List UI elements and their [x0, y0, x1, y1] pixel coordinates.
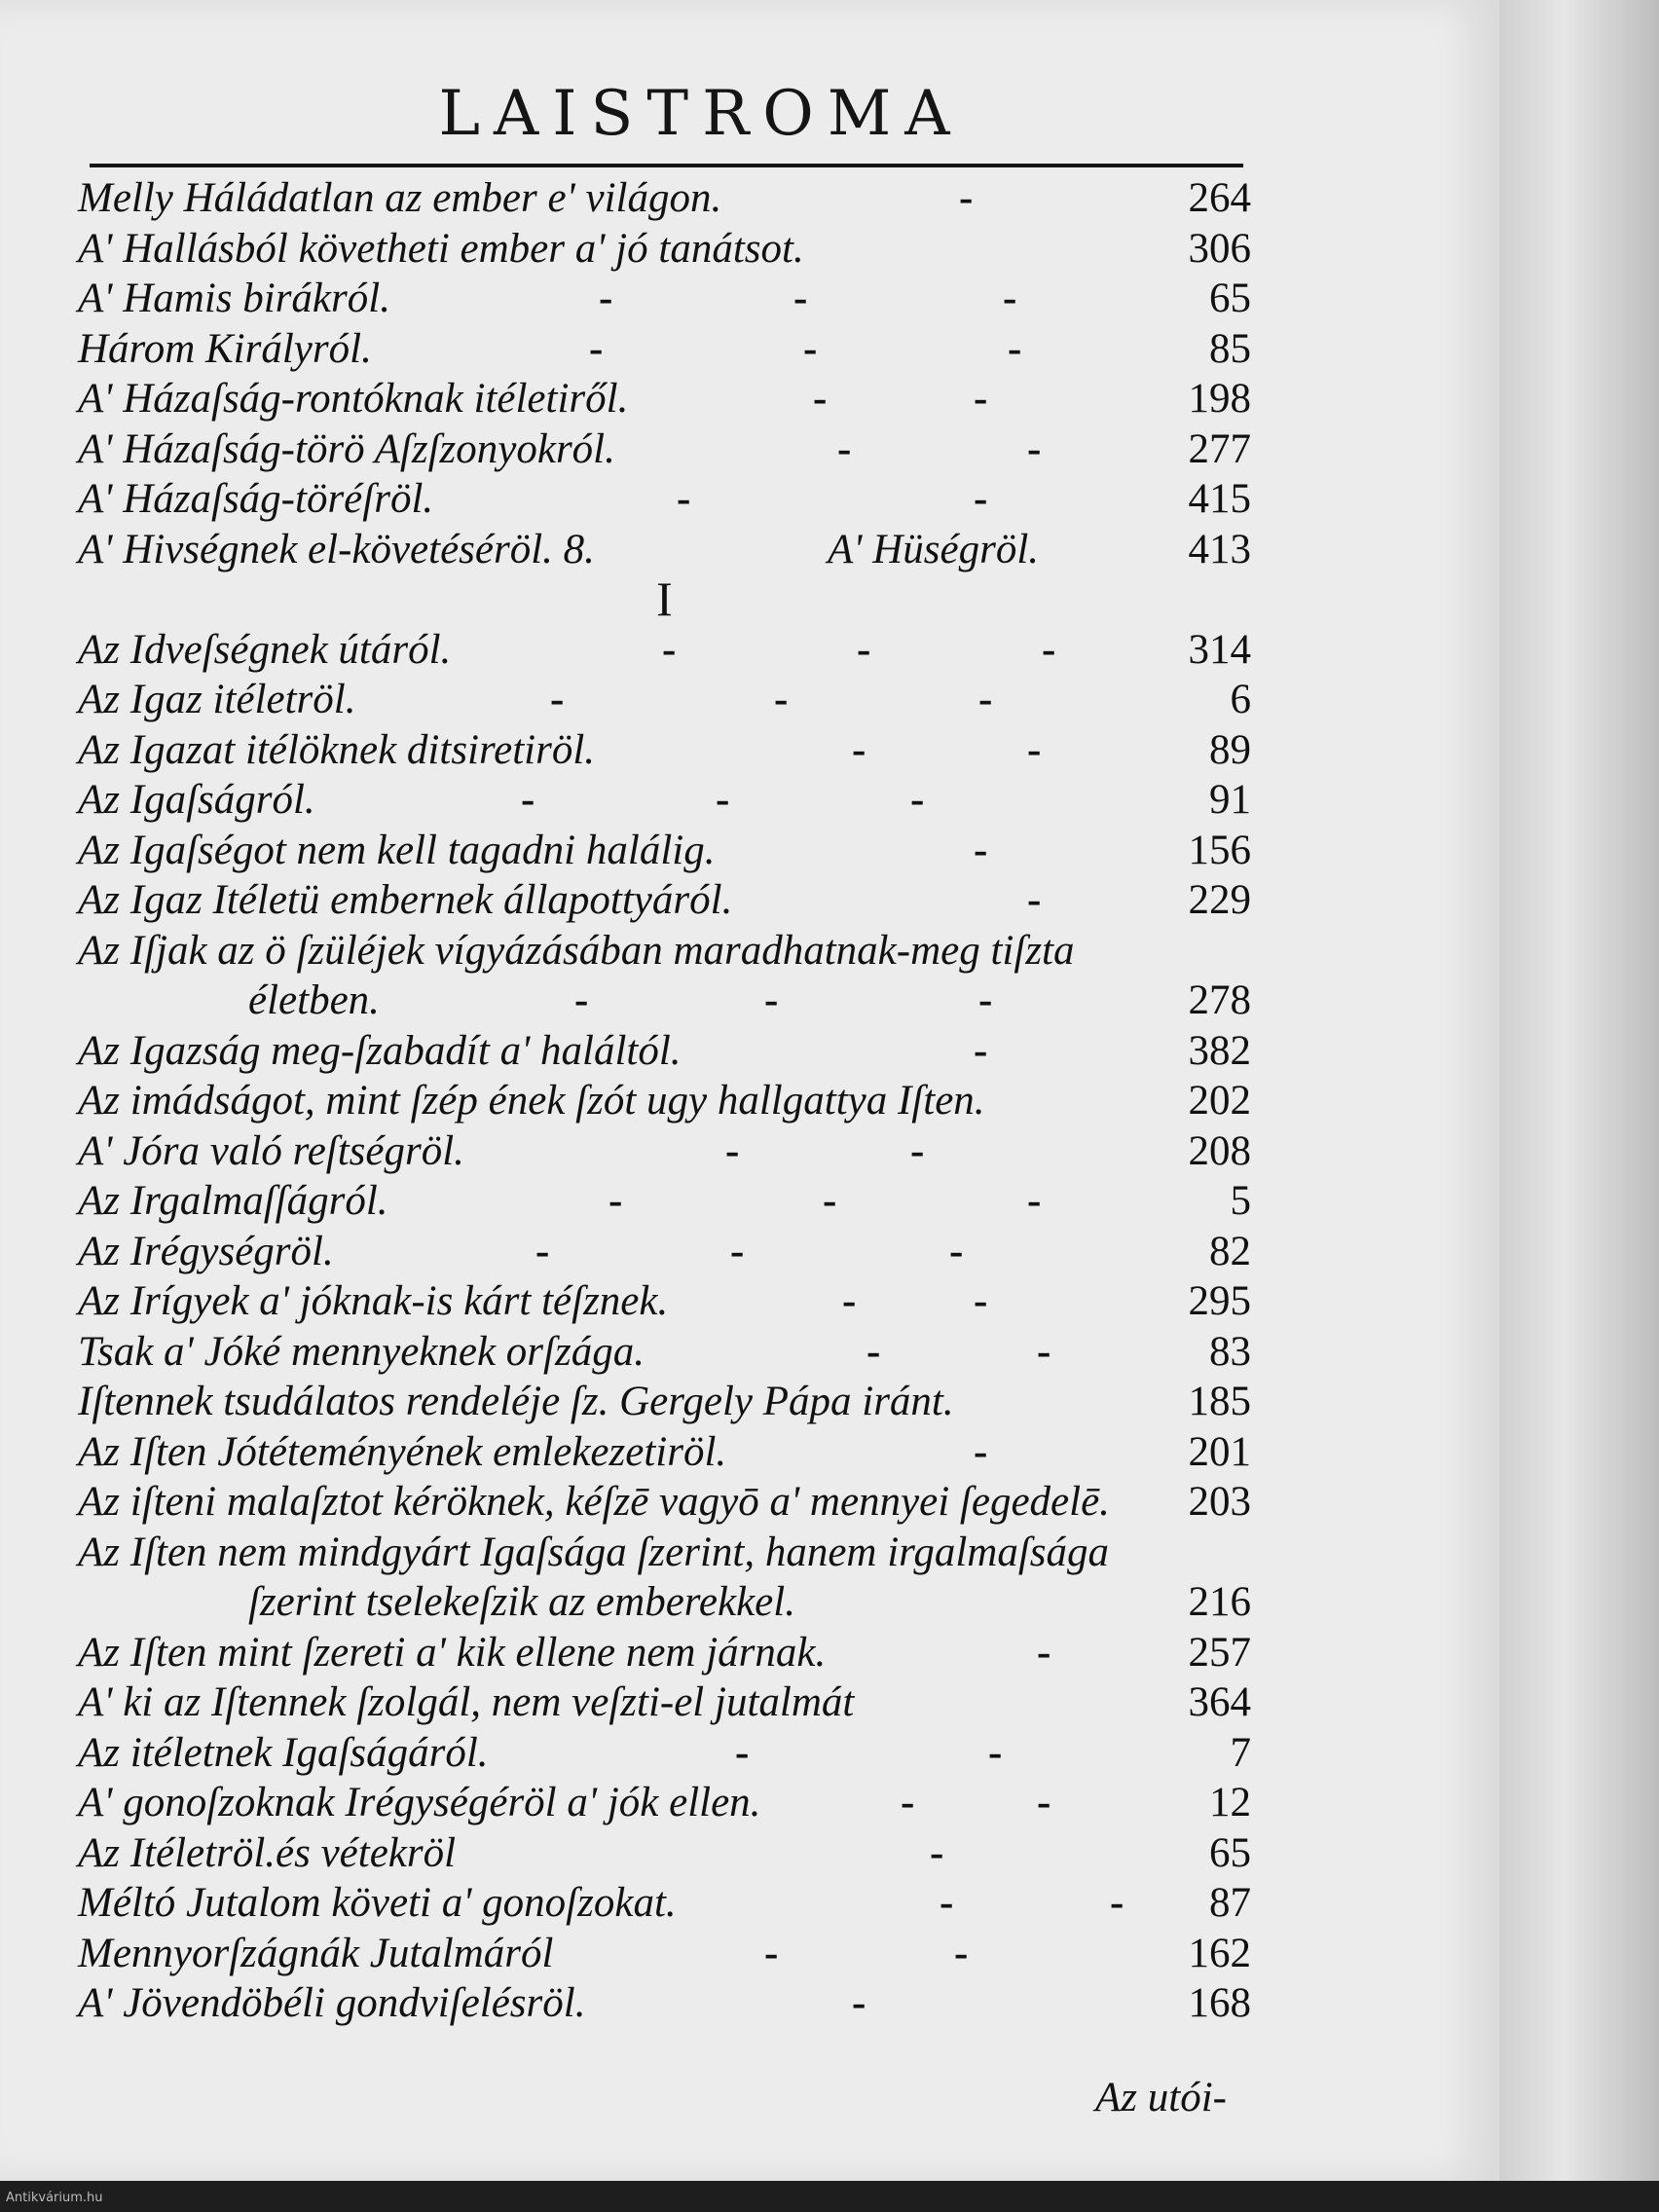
- entry-text: Az Irégységröl.: [78, 1228, 334, 1274]
- entry-page: 277: [1188, 425, 1251, 472]
- entry-text: Az Igaz itéletröl.: [78, 677, 356, 722]
- entry-page: 87: [1209, 1880, 1251, 1926]
- entry-page: 229: [1188, 877, 1251, 923]
- index-entry: [78, 1978, 1251, 2029]
- leader-dash: -: [662, 626, 677, 673]
- leader-dash: -: [677, 476, 691, 522]
- leader-dash: -: [1042, 626, 1056, 673]
- entry-page: 6: [1230, 677, 1251, 722]
- page-edge: [1499, 0, 1659, 2181]
- entry-text: Az Irígyek a' jóknak-is kárt téſznek.: [78, 1278, 669, 1324]
- entry-page: 306: [1188, 225, 1251, 272]
- index-entry: [78, 1377, 1251, 1427]
- index-entry: [78, 1677, 1251, 1728]
- entry-text: Az Idveſségnek útáról.: [78, 626, 452, 673]
- index-entry: [78, 1828, 1251, 1879]
- leader-dash: -: [550, 677, 565, 722]
- entry-text: Melly Háládatlan az ember e' világon.: [78, 175, 722, 221]
- entry-page: 91: [1209, 777, 1251, 823]
- entry-page: 85: [1209, 325, 1251, 372]
- entry-text: Tsak a' Jóké mennyeknek orſzága.: [78, 1328, 645, 1375]
- entry-page: 314: [1188, 626, 1251, 673]
- entry-text: Az Igaz Itéletü embernek állapottyáról.: [78, 877, 733, 923]
- leader-dash: -: [803, 325, 818, 372]
- entry-page: 264: [1188, 175, 1251, 221]
- entry-text: Az Iſten nem mindgyárt Igaſsága ſzerint, hanem irgalmaſsága: [78, 1529, 1110, 1575]
- leader-dash: -: [725, 1127, 740, 1174]
- entry-text: Az Igazság meg-ſzabadít a' haláltól.: [78, 1027, 682, 1074]
- leader-dash: -: [974, 476, 988, 522]
- entry-text: Az iſteni malaſztot kéröknek, kéſzē vagyō a' mennyei ſegedelē.: [78, 1479, 1110, 1525]
- entry-page: 295: [1188, 1278, 1251, 1324]
- entry-page: 216: [1188, 1579, 1251, 1625]
- leader-dash: -: [910, 777, 925, 823]
- leader-dash: -: [1027, 877, 1042, 923]
- entry-page: 202: [1188, 1078, 1251, 1124]
- entry-text: A' Házaſság-törö Aſzſzonyokról.: [78, 425, 615, 472]
- leader-dash: -: [608, 1178, 623, 1224]
- index-entry: [78, 675, 1251, 725]
- entry-page: 185: [1188, 1379, 1251, 1424]
- index-entry-continuation: [78, 1577, 1251, 1628]
- leader-dash: -: [837, 425, 852, 472]
- leader-dash: -: [589, 325, 604, 372]
- entry-page: 278: [1188, 977, 1251, 1023]
- entry-text: Három Királyról.: [78, 325, 372, 372]
- leader-dash: -: [823, 1178, 837, 1224]
- entry-text: Az Iſjak az ö ſzüléjek vígyázásában maradhatnak-meg tiſzta: [78, 927, 1075, 974]
- entry-page: 415: [1188, 476, 1251, 522]
- index-entry: [78, 1477, 1251, 1528]
- entry-text: A' Jóra való reſtségröl.: [78, 1127, 464, 1174]
- leader-dash: -: [535, 1228, 550, 1274]
- entry-page: 203: [1188, 1479, 1251, 1525]
- index-entry: [78, 1628, 1251, 1678]
- entry-text: A' Házaſság-rontóknak itéletiről.: [78, 376, 629, 422]
- leader-dash: -: [1037, 1328, 1051, 1375]
- entry-page: 82: [1209, 1228, 1251, 1274]
- entry-text: A' gonoſzoknak Irégységéröl a' jók ellen.: [78, 1780, 761, 1825]
- leader-dash: -: [774, 677, 789, 722]
- entry-text: Az Igaſságról.: [78, 777, 315, 823]
- index-entry: [78, 775, 1251, 826]
- index-entry: [78, 1778, 1251, 1828]
- entry-page: 364: [1188, 1679, 1251, 1725]
- leader-dash: -: [974, 827, 988, 873]
- index-entry: [78, 1528, 1251, 1578]
- catchword: Az utói-: [1095, 2075, 1227, 2120]
- entry-page: 382: [1188, 1027, 1251, 1074]
- entry-text: Az Irgalmaſſágról.: [78, 1178, 388, 1224]
- entry-page: 201: [1188, 1428, 1251, 1475]
- index-entry: [78, 474, 1251, 525]
- index-entry: [78, 1176, 1251, 1227]
- leader-dash: -: [521, 777, 535, 823]
- entry-page: 7: [1230, 1729, 1251, 1776]
- entry-text: Az Iſten Jótéteményének emlekezetiröl.: [78, 1428, 727, 1475]
- entry-text: Az Itéletröl.és vétekröl: [78, 1829, 457, 1876]
- index-entry: [78, 274, 1251, 324]
- index-entry: [78, 1227, 1251, 1277]
- index-entry: [78, 1427, 1251, 1478]
- entry-page: 89: [1209, 726, 1251, 773]
- entry-page: 83: [1209, 1328, 1251, 1375]
- entry-text: Az Igazat itélöknek ditsiretiröl.: [78, 726, 596, 773]
- leader-dash: -: [974, 376, 988, 422]
- entry-text: A' Hamis birákról.: [78, 276, 390, 321]
- leader-dash: -: [599, 276, 613, 321]
- index-entry: [78, 1126, 1251, 1177]
- entry-text: Az Igaſségot nem kell tagadni halálig.: [78, 827, 716, 873]
- entry-page: 198: [1188, 376, 1251, 422]
- leader-dash: -: [1027, 1178, 1042, 1224]
- letter-heading-row: [78, 571, 1251, 626]
- index-entry-continuation: [78, 976, 1251, 1026]
- index-entry: [78, 224, 1251, 275]
- watermark: Antikvárium.hu: [6, 2191, 103, 2205]
- index-entry: [78, 926, 1251, 977]
- entry-text: Az itéletnek Igaſságáról.: [78, 1729, 489, 1776]
- entry-page: 12: [1209, 1780, 1251, 1825]
- leader-dash: -: [716, 777, 730, 823]
- leader-dash: -: [764, 1930, 779, 1976]
- index-entry: [78, 324, 1251, 375]
- index-entry: [78, 725, 1251, 776]
- index-entry: [78, 1728, 1251, 1779]
- index-entry: [78, 1276, 1251, 1327]
- entry-text: Méltó Jutalom követi a' gonoſzokat.: [78, 1880, 677, 1926]
- entry-text: A' Hallásból követheti ember a' jó tanátsot.: [78, 225, 804, 272]
- entry-text: Az Iſten mint ſzereti a' kik ellene nem járnak.: [78, 1629, 827, 1676]
- leader-dash: -: [1003, 276, 1017, 321]
- entry-page: 257: [1188, 1629, 1251, 1676]
- index-entry: [78, 625, 1251, 676]
- entry-page: 65: [1209, 276, 1251, 321]
- leader-dash: -: [949, 1228, 964, 1274]
- leader-dash: -: [574, 977, 589, 1023]
- entry-page: 156: [1188, 827, 1251, 873]
- leader-dash: -: [988, 1729, 1003, 1776]
- page-title: LAISTROMA: [438, 78, 964, 150]
- index-entry: [78, 424, 1251, 475]
- leader-dash: -: [940, 1880, 954, 1926]
- index-entry: [78, 1929, 1251, 1979]
- title-rule: [90, 164, 1243, 167]
- leader-dash: -: [793, 276, 808, 321]
- leader-dash: -: [954, 1930, 969, 1976]
- entry-page: 168: [1188, 1980, 1251, 2026]
- leader-dash: -: [1027, 425, 1042, 472]
- index-entry: [78, 1878, 1251, 1929]
- index-entry: [78, 826, 1251, 876]
- entry-text: A' Hivségnek el-követéséröl. 8.: [78, 526, 595, 572]
- entry-text: A' Házaſság-töréſröl.: [78, 476, 434, 522]
- leader-dash: -: [730, 1228, 745, 1274]
- entry-text: Az imádságot, mint ſzép ének ſzót ugy hallgattya Iſten.: [78, 1078, 985, 1124]
- leader-dash: -: [842, 1278, 857, 1324]
- letter-heading: I: [656, 571, 673, 626]
- index-entries: [78, 173, 1251, 2029]
- leader-dash: -: [974, 1428, 988, 1475]
- leader-dash: -: [852, 1980, 866, 2026]
- leader-dash: -: [857, 626, 871, 673]
- index-entry: [78, 173, 1251, 224]
- leader-dash: -: [813, 376, 828, 422]
- leader-dash: -: [978, 977, 993, 1023]
- index-entry: [78, 1026, 1251, 1077]
- leader-dash: -: [764, 977, 779, 1023]
- leader-dash: -: [1037, 1629, 1051, 1676]
- entry-page: 162: [1188, 1930, 1251, 1976]
- entry-text: A' ki az Iſtennek ſzolgál, nem veſzti-el jutalmát: [78, 1679, 855, 1725]
- leader-dash: -: [1037, 1780, 1051, 1825]
- leader-dash: -: [930, 1829, 944, 1876]
- leader-dash: -: [1008, 325, 1022, 372]
- index-entry: [78, 1327, 1251, 1378]
- entry-extra-text: A' Hüségröl.: [828, 526, 1040, 572]
- leader-dash: -: [910, 1127, 925, 1174]
- bottom-band: [0, 2181, 1659, 2212]
- index-entry: [78, 525, 1251, 575]
- leader-dash: -: [866, 1328, 881, 1375]
- leader-dash: -: [974, 1027, 988, 1074]
- leader-dash: -: [1027, 726, 1042, 773]
- leader-dash: -: [901, 1780, 915, 1825]
- entry-text: A' Jövendöbéli gondviſelésröl.: [78, 1980, 586, 2026]
- leader-dash: -: [735, 1729, 750, 1776]
- entry-page: 65: [1209, 1829, 1251, 1876]
- entry-page: 5: [1230, 1178, 1251, 1224]
- index-entry: [78, 1076, 1251, 1126]
- leader-dash: -: [978, 677, 993, 722]
- entry-text: életben.: [248, 977, 380, 1023]
- index-entry: [78, 374, 1251, 424]
- leader-dash: -: [959, 175, 974, 221]
- entry-page: 413: [1188, 526, 1251, 572]
- index-entry: [78, 875, 1251, 926]
- entry-text: Mennyorſzágnák Jutalmáról: [78, 1930, 554, 1976]
- leader-dash: -: [974, 1278, 988, 1324]
- leader-dash: -: [852, 726, 866, 773]
- entry-text: Iſtennek tsudálatos rendeléje ſz. Gergely Pápa iránt.: [78, 1379, 954, 1424]
- entry-page: 208: [1188, 1127, 1251, 1174]
- leader-dash: -: [1110, 1880, 1124, 1926]
- entry-text: ſzerint tselekeſzik az emberekkel.: [248, 1579, 795, 1625]
